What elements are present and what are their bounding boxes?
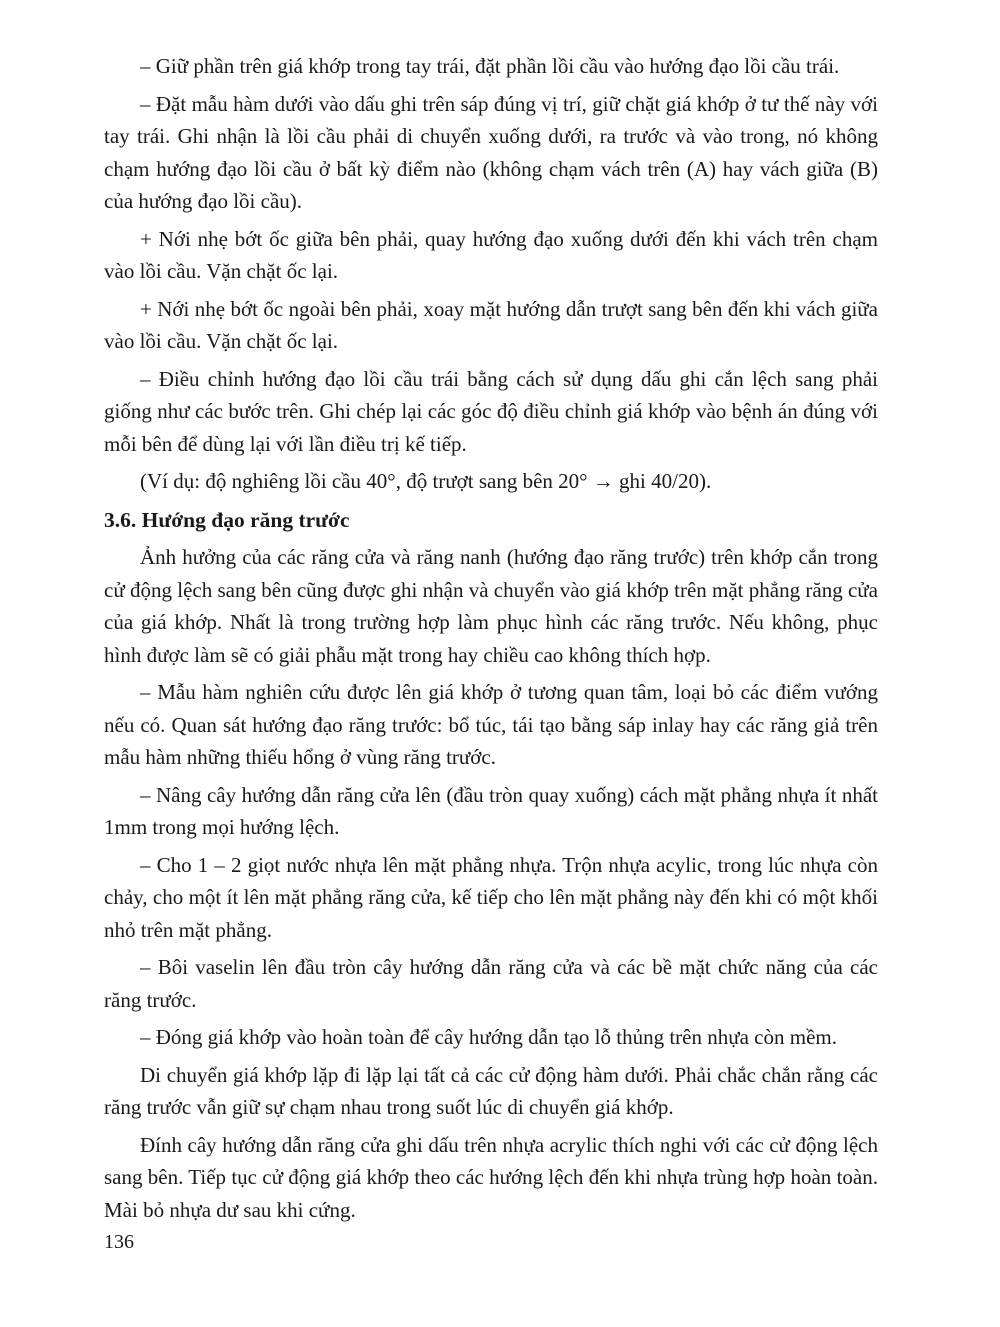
paragraph-study-model: – Mẫu hàm nghiên cứu được lên giá khớp ở tương quan tâm, loại bỏ các điểm vướng nếu có. Quan sát hướng đạo răng trước: bổ túc, tái tạo bằng sáp inlay hay các răng giả trên mẫu hàm những thiếu hổng ở vùng răng trước. xyxy=(104,680,878,769)
paragraph-loosen-outer-screw: + Nới nhẹ bớt ốc ngoài bên phải, xoay mặt hướng dẫn trượt sang bên đến khi vách giữa vào lồi cầu. Vặn chặt ốc lại. xyxy=(104,296,878,353)
paragraph-raise-incisal-pin: – Nâng cây hướng dẫn răng cửa lên (đầu tròn quay xuống) cách mặt phẳng nhựa ít nhất 1mm trong mọi hướng lệch. xyxy=(104,782,878,839)
paragraph-apply-resin: – Cho 1 – 2 giọt nước nhựa lên mặt phẳng nhựa. Trộn nhựa acylic, trong lúc nhựa còn chảy, cho một ít lên mặt phẳng răng cửa, kế tiếp cho lên mặt phẳng này đến khi có một khối nhỏ trên mặt phẳng. xyxy=(104,852,878,942)
page-content xyxy=(104,50,878,1231)
paragraph-anterior-guidance-intro: Ảnh hưởng của các răng cửa và răng nanh (hướng đạo răng trước) trên khớp cắn trong cử động lệch sang bên cũng được ghi nhận và chuyển vào giá khớp trên mặt phẳng răng cửa của giá khớp. Nhất là trong trường hợp làm phục hình các răng trước. Nếu không, phục hình được làm sẽ có giải phẫu mặt trong hay chiều cao không thích hợp. xyxy=(104,545,878,667)
paragraph-move-articulator: Di chuyển giá khớp lặp đi lặp lại tất cả các cử động hàm dưới. Phải chắc chắn rằng các răng trước vẫn giữ sự chạm nhau trong suốt lúc di chuyển giá khớp. xyxy=(104,1062,878,1119)
paragraph-place-mandible-model: – Đặt mẫu hàm dưới vào dấu ghi trên sáp đúng vị trí, giữ chặt giá khớp ở tư thế này với tay trái. Ghi nhận là lồi cầu phải di chuyển xuống dưới, ra trước và vào trong, nó không chạm hướng đạo lồi cầu ở bất kỳ điểm nào (không chạm vách trên (A) hay vách giữa (B) của hướng đạo lồi cầu). xyxy=(104,91,878,213)
paragraph-adjust-left-condyle: – Điều chỉnh hướng đạo lồi cầu trái bằng cách sử dụng dấu ghi cắn lệch sang phải giống như các bước trên. Ghi chép lại các góc độ điều chỉnh giá khớp vào bệnh án đúng với mỗi bên để dùng lại với lần điều trị kế tiếp. xyxy=(104,366,878,456)
section-heading: 3.6. Hướng đạo răng trước xyxy=(104,507,350,532)
paragraph-example-angles: (Ví dụ: độ nghiêng lồi cầu 40°, độ trượt sang bên 20° → ghi 40/20). xyxy=(140,469,712,493)
paragraph-hold-upper-frame: – Giữ phần trên giá khớp trong tay trái, đặt phần lồi cầu vào hướng đạo lồi cầu trái. xyxy=(140,54,840,78)
page-number: 136 xyxy=(104,1231,134,1253)
paragraph-close-articulator: – Đóng giá khớp vào hoàn toàn để cây hướng dẫn tạo lỗ thủng trên nhựa còn mềm. xyxy=(140,1025,837,1049)
paragraph-apply-vaseline: – Bôi vaselin lên đầu tròn cây hướng dẫn răng cửa và các bề mặt chức năng của các răng trước. xyxy=(104,955,878,1012)
paragraph-finish-resin: Đính cây hướng dẫn răng cửa ghi dấu trên nhựa acrylic thích nghi với các cử động lệch sang bên. Tiếp tục cử động giá khớp theo các hướng lệch đến khi nhựa trùng hợp hoàn toàn. Mài bỏ nhựa dư sau khi cứng. xyxy=(104,1132,878,1222)
paragraph-loosen-middle-screw: + Nới nhẹ bớt ốc giữa bên phải, quay hướng đạo xuống dưới đến khi vách trên chạm vào lồi cầu. Vặn chặt ốc lại. xyxy=(104,226,878,283)
